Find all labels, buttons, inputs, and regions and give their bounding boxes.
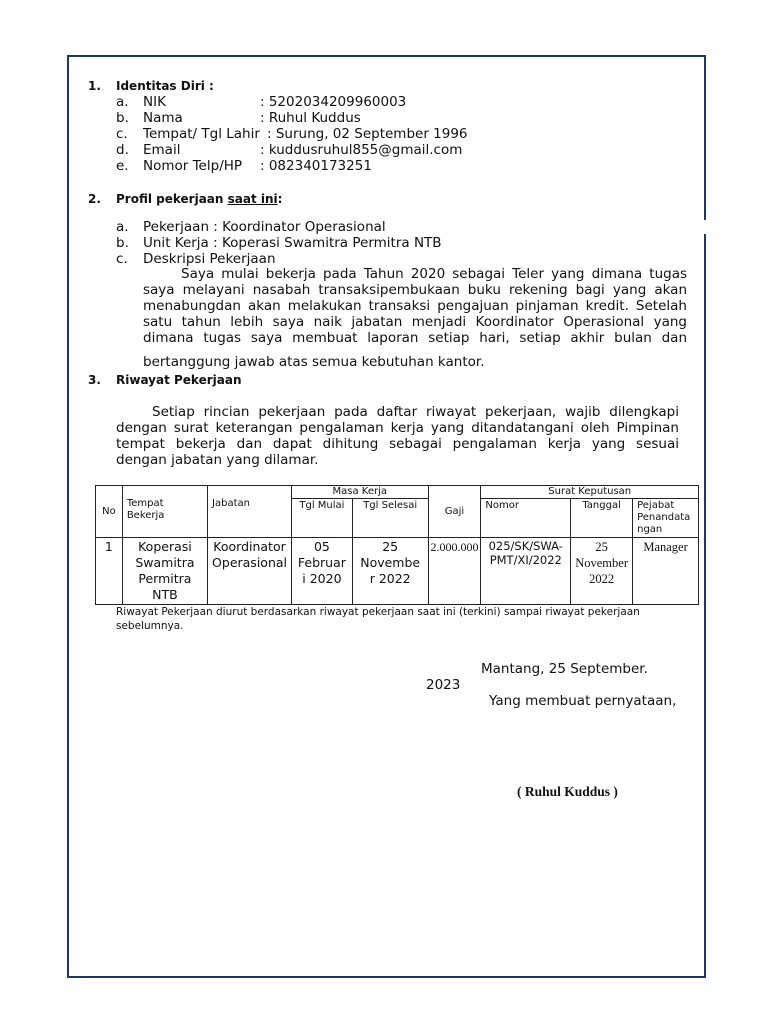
cell-tgl-mulai: 05 Februar i 2020: [292, 538, 353, 605]
header-tempat: Tempat Bekerja: [122, 486, 207, 538]
section1-title: Identitas Diri :: [116, 79, 214, 93]
header-pejabat: Pejabat Penandata ngan: [633, 499, 699, 538]
paragraph-line: dengan surat keterangan pengalaman kerja yang ditandatangani oleh Pimpinan: [116, 420, 679, 436]
signature-year: 2023: [426, 677, 461, 693]
cell-no: 1: [96, 538, 123, 605]
email-value: : kuddusruhul855@gmail.com: [260, 142, 463, 158]
cell-tanggal: 25 November 2022: [571, 538, 633, 605]
header-tgl-selesai: Tgl Selesai: [352, 499, 428, 538]
unit-kerja-text: Unit Kerja : Koperasi Swamitra Permitra NTB: [143, 235, 442, 251]
section3-number: 3.: [88, 373, 101, 387]
section2-title-suffix: :: [277, 192, 283, 206]
table-row: [96, 538, 699, 605]
header-jabatan: Jabatan: [208, 486, 292, 538]
nik-letter: a.: [116, 94, 129, 110]
deskripsi-label: Deskripsi Pekerjaan: [143, 251, 276, 267]
pekerjaan-text: Pekerjaan : Koordinator Operasional: [143, 219, 386, 235]
header-surat-keputusan: Surat Keputusan: [481, 486, 699, 499]
description-line: dimana tugas saya membuat laporan setiap hari, setiap akhir bulan dan: [143, 330, 687, 346]
email-letter: d.: [116, 142, 129, 158]
paragraph-line: Setiap rincian pekerjaan pada daftar riwayat pekerjaan, wajib dilengkapi: [152, 404, 679, 420]
ttl-letter: c.: [116, 126, 128, 142]
header-masa-kerja: Masa Kerja: [292, 486, 429, 499]
phone-letter: e.: [116, 158, 129, 174]
phone-value: : 082340173251: [260, 158, 372, 174]
header-nomor: Nomor: [481, 499, 571, 538]
signature-statement: Yang membuat pernyataan,: [489, 693, 677, 709]
description-line: menabungdan akan melakukan transaksi pengajuan pinjaman kredit. Setelah: [143, 298, 687, 314]
email-label: Email: [143, 142, 181, 158]
nama-letter: b.: [116, 110, 129, 126]
paragraph-line: dengan jabatan yang dilamar.: [116, 452, 319, 468]
section3-title: Riwayat Pekerjaan: [116, 373, 242, 387]
work-history-table: [95, 485, 699, 605]
cell-nomor: 025/SK/SWA- PMT/XI/2022: [481, 538, 571, 605]
place-date: Mantang, 25 September.: [481, 661, 648, 677]
description-line: Saya mulai bekerja pada Tahun 2020 sebagai Teler yang dimana tugas: [181, 266, 687, 282]
description-line: bertanggung jawab atas semua kebutuhan kantor.: [143, 354, 485, 370]
ttl-value: : Surung, 02 September 1996: [267, 126, 468, 142]
section2-title: [116, 192, 282, 206]
note-line: Riwayat Pekerjaan diurut berdasarkan riwayat pekerjaan saat ini (terkini) sampai riwayat pekerjaan: [116, 606, 640, 618]
cell-tempat: Koperasi Swamitra Permitra NTB: [122, 538, 207, 605]
header-gaji: Gaji: [428, 486, 481, 538]
section2-title-prefix: Profil pekerjaan: [116, 192, 228, 206]
phone-label: Nomor Telp/HP: [143, 158, 243, 174]
cell-jabatan: Koordinator Operasional: [208, 538, 292, 605]
cell-pejabat: Manager: [633, 538, 699, 605]
nik-label: NIK: [143, 94, 166, 110]
signatory-name: ( Ruhul Kuddus ): [517, 784, 618, 799]
nama-label: Nama: [143, 110, 183, 126]
note-line: sebelumnya.: [116, 620, 184, 632]
section1-number: 1.: [88, 79, 101, 93]
cell-tgl-selesai: 25 Novembe r 2022: [352, 538, 428, 605]
nama-value: : Ruhul Kuddus: [260, 110, 361, 126]
border-gap: [700, 220, 712, 234]
header-no: No: [96, 486, 123, 538]
header-tanggal: Tanggal: [571, 499, 633, 538]
pekerjaan-letter: a.: [116, 219, 129, 235]
description-line: saya melayani nasabah transaksipembukaan buku rekening bagi yang akan: [143, 282, 687, 298]
header-tgl-mulai: Tgl Mulai: [292, 499, 353, 538]
nik-value: : 5202034209960003: [260, 94, 407, 110]
unit-kerja-letter: b.: [116, 235, 129, 251]
section2-number: 2.: [88, 192, 101, 206]
ttl-label: Tempat/ Tgl Lahir: [143, 126, 260, 142]
cell-gaji: 2.000.000: [428, 538, 481, 605]
paragraph-line: tempat bekerja dan dapat dihitung sebagai pengalaman kerja yang sesuai: [116, 436, 679, 452]
description-line: satu tahun lebih saya naik jabatan menjadi Koordinator Operasional yang: [143, 314, 687, 330]
deskripsi-letter: c.: [116, 251, 128, 267]
section2-title-underlined: saat ini: [227, 192, 278, 206]
